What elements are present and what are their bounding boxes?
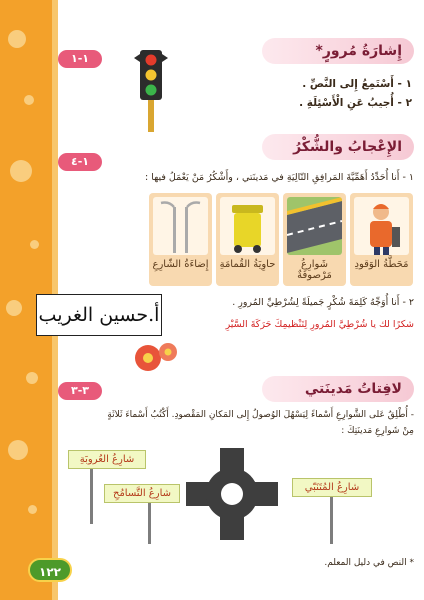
street-sign-label: شارِعُ العُروبَةِ (68, 450, 146, 469)
section2-instruction: ١ - أَنا أُحَدِّدُ أَهَمِّيَّةَ المَرافِقِ التّالِيَةِ في مَدينَتي ، وأَشْكُرُ مَنْ يَعْمَلُ فيها : (144, 172, 414, 183)
section2-instruction2: ٢ - أَنا أُوَجِّهُ كَلِمَةَ شُكْرٍ جَميلَةً لِشُرْطِيِّ المُرورِ . (232, 297, 414, 308)
traffic-light-icon (132, 48, 172, 140)
trash-bin-icon (220, 197, 275, 255)
street-light-icon (153, 197, 208, 255)
section3-badge: ٣-٣ (58, 382, 102, 400)
paved-road-icon (287, 197, 342, 255)
street-sign-2 (104, 484, 184, 544)
street-sign-3 (292, 478, 376, 544)
section3-instruction-1: - أُطْلِقُ عَلى الشَّوارِعِ أَسْماءً لِيَسْهُلَ الوُصولُ إِلى المَكانِ المَقْصودِ. أَكْتُبُ أَسْماءَ ثَلاثَةٍ (107, 410, 414, 420)
page-number: ١٢٢ (28, 558, 72, 582)
section1-badge: ١-١ (58, 50, 102, 68)
gas-station-worker-icon (354, 197, 409, 255)
card-street-light (149, 193, 212, 286)
name-tag: أ.حسين الغريب (36, 294, 162, 336)
flower-icon (132, 338, 182, 382)
handwritten-answer: شكرًا لك يا شُرْطِيَّ المُرورِ لِتَنْظيمِكَ حَرَكَةَ السَّيْرِ (225, 319, 414, 330)
card-paved-road (283, 193, 346, 286)
card-label: إِضاءَةُ الشّارِعِ (152, 259, 209, 270)
card-label: مَحَطَّةُ الوَقودِ (354, 259, 409, 270)
roundabout-icon (186, 448, 278, 544)
card-label: حاوِيَةُ القُمامَةِ (219, 259, 276, 270)
card-gas-station (350, 193, 413, 286)
section2-title: الإِعْجابُ والشُّكْرُ (262, 134, 414, 160)
section1-item-1: ١ - أَسْتَمِعُ إِلى النَّصِّ . (302, 78, 412, 90)
section1-item-2: ٢ - أُجيبُ عَنِ الْأَسْئِلَةِ . (299, 97, 412, 109)
section2-badge: ١-٤ (58, 153, 102, 171)
section1-title: إِشارَةُ مُرورٍ* (262, 38, 414, 64)
section3-title: لافِتاتُ مَدينَتي (262, 376, 414, 402)
street-sign-label: شارِعُ المُتَنَبّي (292, 478, 372, 497)
footnote: * النص في دليل المعلم. (324, 558, 414, 568)
card-label: شَوارِعُ مَرْصوفَةٌ (297, 259, 332, 281)
section3-instruction-2: مِنْ شَوارِعِ مَدينَتِكَ : (341, 426, 414, 436)
street-sign-label: شارِعُ التَّسامُحِ (104, 484, 180, 503)
card-trash-bin (216, 193, 279, 286)
